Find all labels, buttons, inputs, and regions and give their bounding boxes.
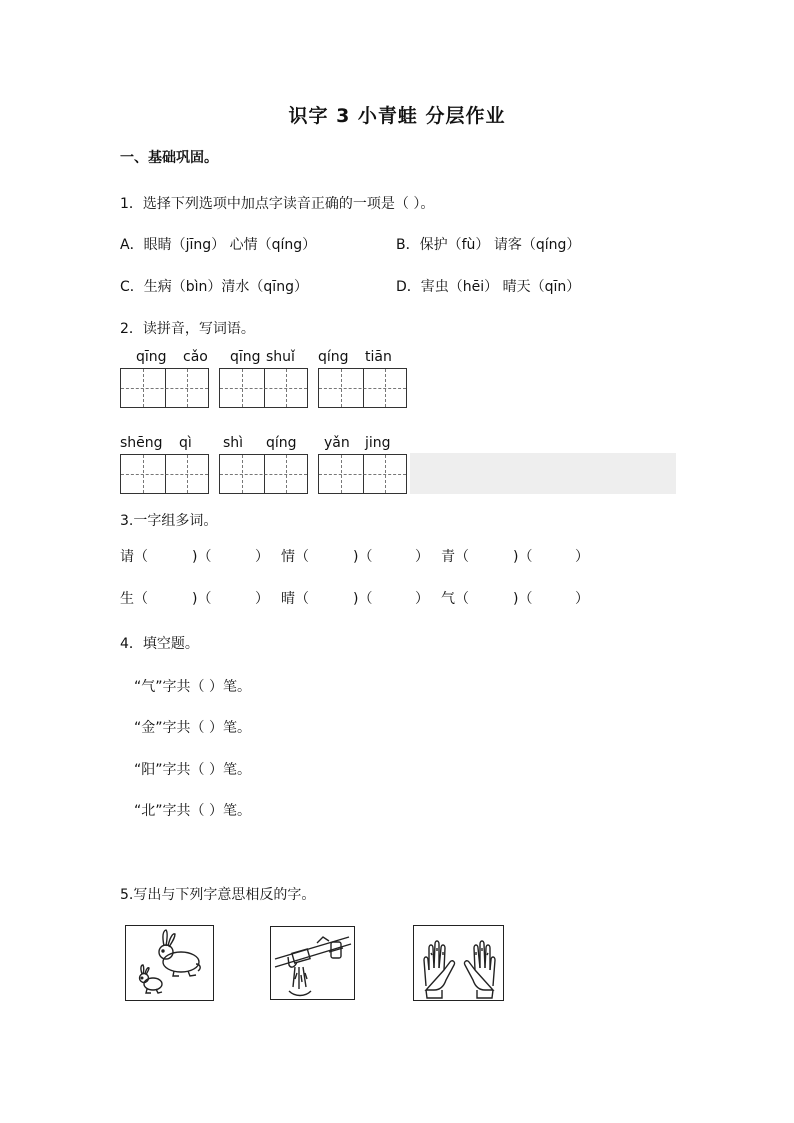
q5-stem: 5.写出与下列字意思相反的字。 xyxy=(120,887,316,903)
blank-segment[interactable]: ） xyxy=(575,549,589,565)
writing-grid[interactable] xyxy=(120,368,209,408)
pinyin: shēng xyxy=(120,435,163,451)
blank-segment[interactable]: )（ xyxy=(513,549,533,565)
blank-segment[interactable]: 生（ xyxy=(120,591,148,607)
blank-segment[interactable]: )（ xyxy=(353,591,373,607)
q2-stem: 2．读拼音，写词语。 xyxy=(120,321,255,337)
blank-segment[interactable]: ） xyxy=(255,549,269,565)
q1-option-a[interactable]: A．眼睛（jīng） 心情（qíng） xyxy=(120,237,317,253)
blank-segment[interactable]: )（ xyxy=(192,591,212,607)
pinyin: qīng xyxy=(136,349,167,365)
writing-grid[interactable] xyxy=(219,368,308,408)
blank-segment[interactable]: 情（ xyxy=(281,549,309,565)
writing-grid[interactable] xyxy=(219,454,308,494)
blank-segment[interactable]: 气（ xyxy=(441,591,469,607)
writing-grid[interactable] xyxy=(120,454,209,494)
pinyin: shuǐ xyxy=(266,349,295,365)
blank-segment[interactable]: ） xyxy=(415,591,429,607)
stroke-count-blank[interactable]: “北”字共（ ）笔。 xyxy=(134,803,251,819)
writing-grid[interactable] xyxy=(318,368,407,408)
pinyin: shì xyxy=(223,435,244,451)
pinyin: qíng xyxy=(266,435,297,451)
pinyin: cǎo xyxy=(183,349,208,365)
faucet-icon xyxy=(271,927,356,1001)
stroke-count-blank[interactable]: “金”字共（ ）笔。 xyxy=(134,720,251,736)
writing-grid[interactable] xyxy=(318,454,407,494)
pinyin: tiān xyxy=(365,349,392,365)
pinyin: yǎn xyxy=(324,435,350,451)
shaded-area xyxy=(410,453,676,494)
blank-segment[interactable]: ） xyxy=(575,591,589,607)
blank-segment[interactable]: )（ xyxy=(192,549,212,565)
blank-segment[interactable]: )（ xyxy=(353,549,373,565)
section-heading: 一、基础巩固。 xyxy=(120,150,218,166)
blank-segment[interactable]: ） xyxy=(255,591,269,607)
hands-picture xyxy=(413,925,504,1001)
rabbit-icon xyxy=(126,926,215,1002)
stroke-count-blank[interactable]: “阳”字共（ ）笔。 xyxy=(134,762,251,778)
q1-stem: 1．选择下列选项中加点字读音正确的一项是（ ）。 xyxy=(120,196,435,212)
q4-stem: 4．填空题。 xyxy=(120,636,199,652)
blank-segment[interactable]: )（ xyxy=(513,591,533,607)
pinyin: qì xyxy=(179,435,192,451)
blank-segment[interactable]: ） xyxy=(415,549,429,565)
q1-option-c[interactable]: C．生病（bìn）清水（qīng） xyxy=(120,279,308,295)
stroke-count-blank[interactable]: “气”字共（ ）笔。 xyxy=(134,679,251,695)
q1-option-b[interactable]: B．保护（fù） 请客（qíng） xyxy=(396,237,581,253)
pinyin: qīng xyxy=(230,349,261,365)
rabbits-picture xyxy=(125,925,214,1001)
q3-stem: 3.一字组多词。 xyxy=(120,513,218,529)
blank-segment[interactable]: 青（ xyxy=(441,549,469,565)
hands-icon xyxy=(414,926,505,1002)
blank-segment[interactable]: 晴（ xyxy=(281,591,309,607)
pinyin: jing xyxy=(365,435,391,451)
blank-segment[interactable]: 请（ xyxy=(120,549,148,565)
pinyin: qíng xyxy=(318,349,349,365)
faucet-picture xyxy=(270,926,355,1000)
page-title: 识字 3 小青蛙 分层作业 xyxy=(288,105,506,127)
q1-option-d[interactable]: D．害虫（hēi） 晴天（qīn） xyxy=(396,279,581,295)
